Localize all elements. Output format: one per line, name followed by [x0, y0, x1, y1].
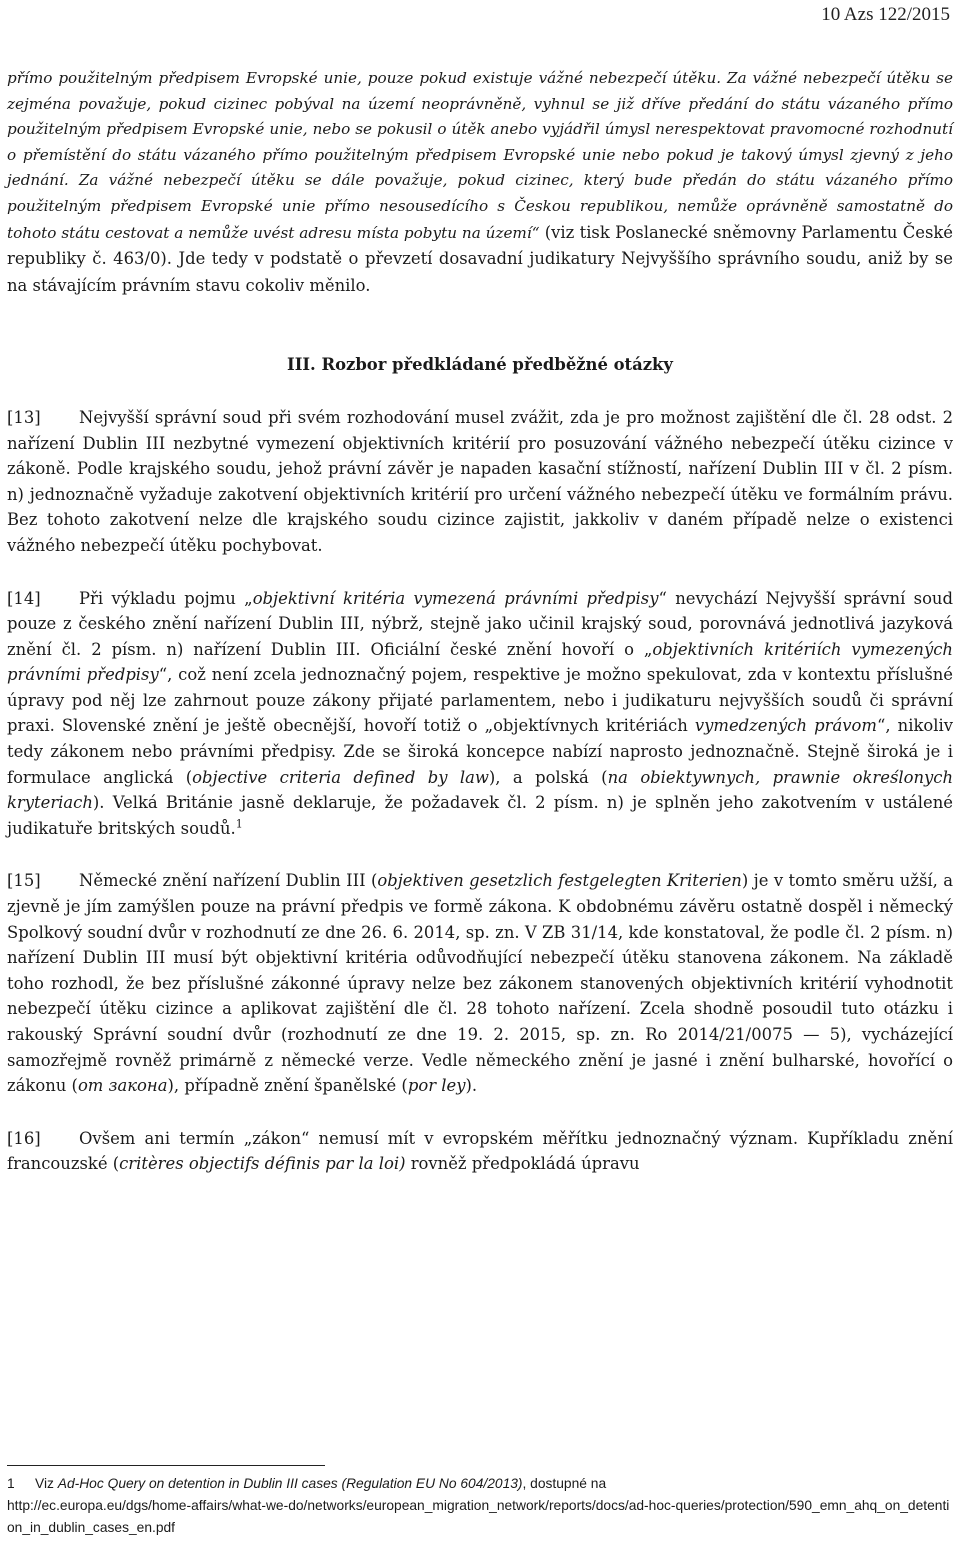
footnote-text: , dostupné na	[522, 1476, 607, 1491]
intro-continuation: (viz tisk Poslanecké sněmovny Parlamentu České republiky č. 463/0). Jde tedy v podstatě o převzetí dosavadní judikatury Nejvyššího správního soudu, aniž by se na stávajícím právním stavu cokoliv měnilo.	[7, 222, 954, 295]
paragraph-text: ) je v tomto směru užší, a zjevně je jím zamýšlen pouze na právní předpis ve formě zákona. K obdobnému závěru ostatně dospěl i německý Spolkový soudní dvůr v rozhodnutí ze dne 26. 6. 2014, sp. zn. V ZB 31/14, kde konstatoval, že podle čl. 2 písm. n) nařízení Dublin III musí být objektivní kritéria odůvodňující nebezpečí útěku stanovena zákonem. Na základě toho rozhodl, že bez příslušné zákonné úpravy nelze bez zákonem stanovených objektivních kritérií vyhodnotit nebezpečí útěku cizince a aplikovat zajištění dle čl. 28 tohoto nařízení. Zcela shodně posoudil tuto otázku i rakouský Správní soudní dvůr (rozhodnutí ze dne 19. 2. 2015, sp. zn. Ro 2014/21/0075 — 5), vycházející samozřejmě rovněž primárně z německé verze. Vedle německého znění je jasné i znění bulharské, hovořící o zákonu (	[7, 871, 953, 1096]
quoted-term: objektivních kritériích vymezených právními předpisy	[7, 639, 953, 685]
paragraph-text: ), a polská (	[488, 767, 608, 787]
quoted-term: от закона	[77, 1076, 168, 1096]
paragraph-15	[7, 868, 953, 1098]
paragraph-text: ). Velká Británie jasně deklaruje, že požadavek čl. 2 písm. n) je splněn jeho zakotvením v ustálené judikatuře britských soudů.	[7, 793, 953, 838]
footnote-number: 1	[7, 1476, 15, 1491]
paragraph-14	[7, 586, 953, 842]
section-heading: III. Rozbor předkládané předběžné otázky	[287, 355, 673, 375]
quoted-term: por ley	[407, 1076, 466, 1096]
paragraph-number: [15]	[7, 871, 41, 891]
quoted-term: objektivní kritéria vymezená právními předpisy	[252, 588, 659, 608]
quoted-term: objective criteria defined by law	[192, 767, 489, 787]
paragraph-13	[7, 405, 953, 559]
paragraph-number: [16]	[7, 1128, 41, 1148]
case-number-header: 10 Azs 122/2015	[821, 4, 950, 25]
quoted-term: vymedzených právom	[694, 716, 877, 736]
paragraph-text: ), případně znění španělské (	[167, 1076, 408, 1096]
footnote-reference[interactable]: 1	[235, 817, 243, 831]
paragraph-text: Při výkladu pojmu „	[79, 588, 253, 608]
footnote-url-link[interactable]: http://ec.europa.eu/dgs/home-affairs/what-we-do/networks/european_migration_network/reports/docs/ad-hoc-queries/protection/590_emn_ahq_on_detention_in_dublin_cases_en.pdf	[7, 1498, 950, 1535]
intro-paragraph	[7, 66, 953, 299]
quoted-term: objektiven gesetzlich festgelegten Kriterien	[377, 871, 742, 891]
paragraph-text: Nejvyšší správní soud při svém rozhodování musel zvážit, zda je pro možnost zajištění dle čl. 28 odst. 2 nařízení Dublin III nezbytné vymezení objektivních kritérií pro posuzování vážného nebezpečí útěku cizince v zákoně. Podle krajského soudu, jehož právní závěr je napaden kasační stížností, nařízení Dublin III v čl. 2 písm. n) jednoznačně vyžaduje zakotvení objektivních kritérií pro určení vážného nebezpečí útěku ve formálním právu. Bez tohoto zakotvení nelze dle krajského soudu cizince zajistit, jakkoliv v daném případě nelze o existenci vážného nebezpečí útěku pochybovat.	[7, 407, 953, 555]
paragraph-text: rovněž předpokládá úpravu	[405, 1154, 640, 1174]
quoted-term: critères objectifs définis par la loi)	[119, 1154, 406, 1174]
intro-quoted-text: přímo použitelným předpisem Evropské unie, pouze pokud existuje vážné nebezpečí útěku. Za vážné nebezpečí útěku se zejména považuje, pokud cizinec pobýval na území neoprávněně, vyhnul se již dříve předání do státu vázaného přímo použitelným předpisem Evropské unie, nebo se pokusil o útěk anebo vyjádřil úmysl nerespektovat pravomocné rozhodnutí o přemístění do státu vázaného přímo použitelným předpisem Evropské unie nebo pokud je takový úmysl zjevný z jeho jednání. Za vážné nebezpečí útěku se dále považuje, pokud cizinec, který bude předán do státu vázaného přímo použitelným předpisem Evropské unie přímo nesousedícího s Českou republikou, nemůže oprávněně samostatně do tohoto státu cestovat a nemůže uvést adresu místa pobytu na území“	[7, 69, 953, 242]
paragraph-text: Ovšem ani termín „zákon“ nemusí mít v evropském měřítku jednoznačný význam. Kupříkladu znění francouzské (	[7, 1128, 953, 1174]
paragraph-number: [14]	[7, 588, 41, 608]
paragraph-text: ).	[465, 1076, 478, 1096]
footnote-text: Viz	[35, 1476, 58, 1491]
paragraph-number: [13]	[7, 407, 41, 427]
paragraph-16	[7, 1126, 953, 1177]
footnote-1	[7, 1473, 953, 1539]
paragraph-text: “ nevychází Nejvyšší správní soud pouze z českého znění nařízení Dublin III, nýbrž, stejně jako učinil krajský soud, porovnává jednotlivá jazyková znění čl. 2 písm. n) nařízení Dublin III. Oficiální české znění hovoří o „	[7, 588, 953, 659]
footnote-source-title: Ad-Hoc Query on detention in Dublin III cases (Regulation EU No 604/2013)	[57, 1476, 523, 1491]
paragraph-text: “, nikoliv tedy zákonem nebo právními předpisy. Zde se široká koncepce nabízí naprosto jednoznačně. Stejně široká je i formulace anglická (	[7, 716, 953, 787]
quoted-term: na obiektywnych, prawnie określonych kryteriach	[7, 767, 954, 813]
paragraph-text: Německé znění nařízení Dublin III (	[79, 871, 378, 891]
document-body	[7, 66, 953, 1204]
paragraph-text: “, což není zcela jednoznačný pojem, respektive je možno spekulovat, zda v kontextu příslušné úpravy pod něj lze zahrnout pouze zákony přijaté parlamentem, nebo i judikaturu nejvyšších soudů či správní praxi. Slovenské znění je ještě obecnější, hovoří totiž o „objektívnych kritériách	[7, 665, 954, 736]
footnote-divider	[7, 1465, 325, 1466]
